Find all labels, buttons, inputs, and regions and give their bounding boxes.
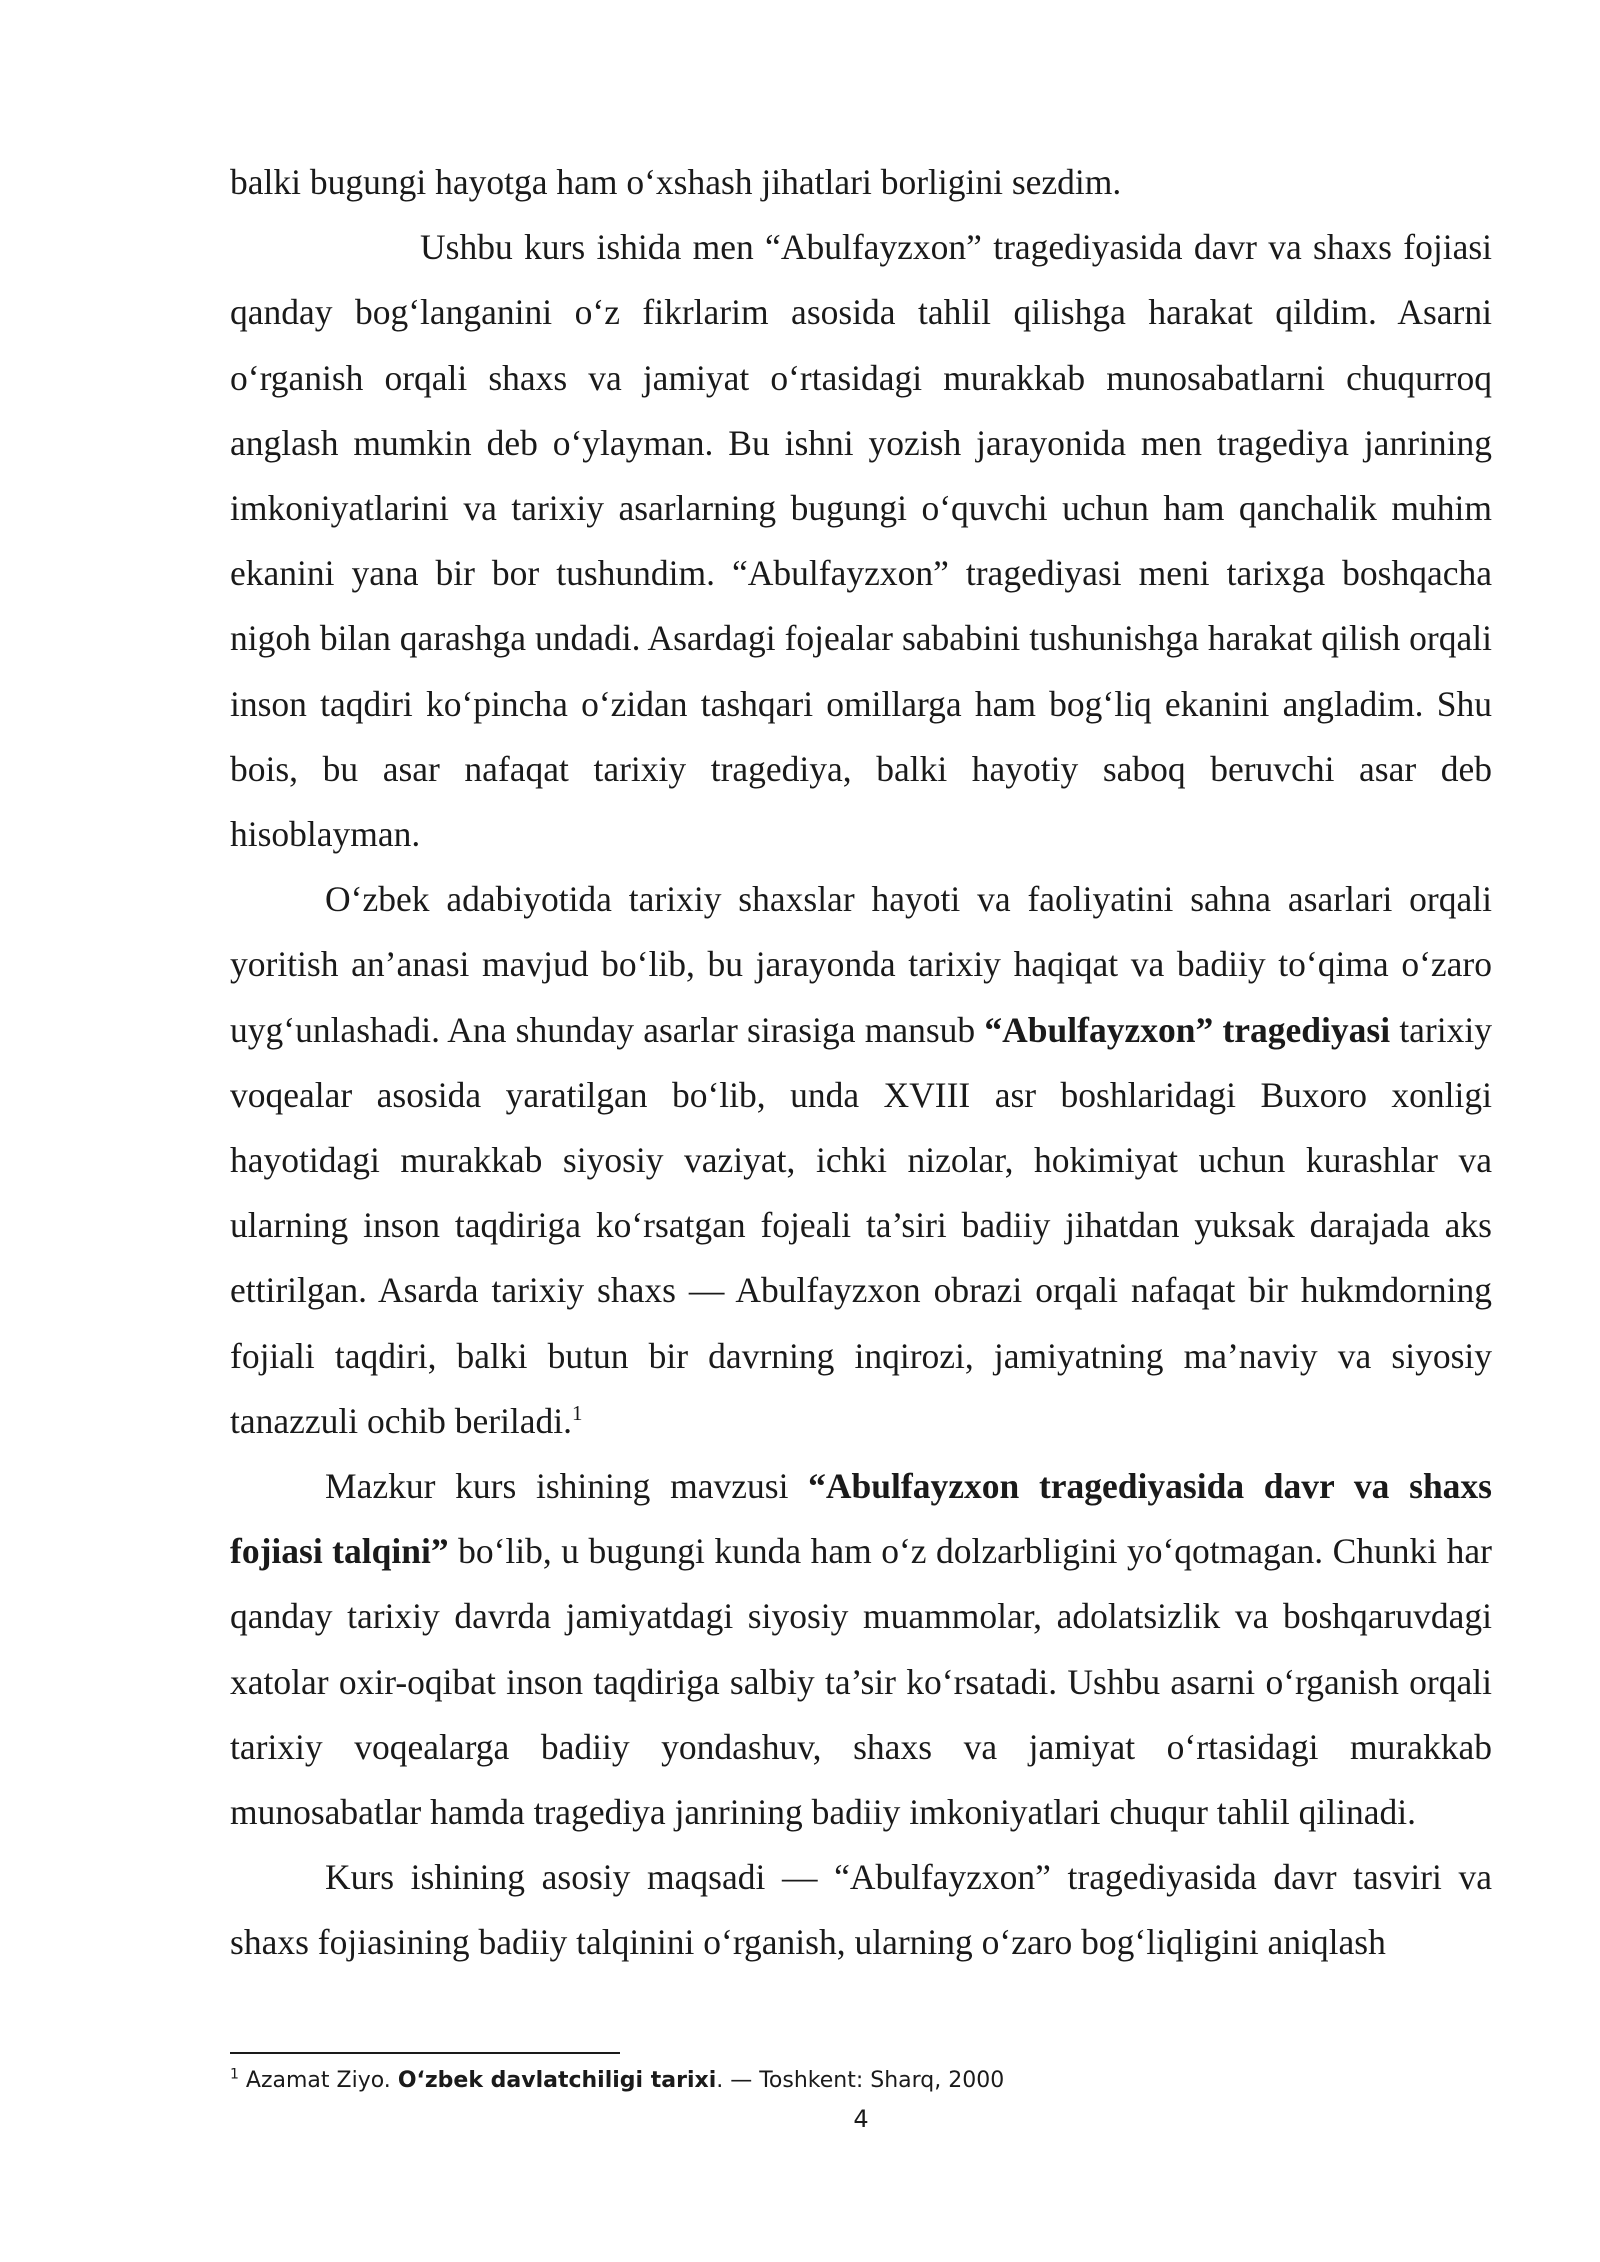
paragraph-topic xyxy=(230,1454,1492,1845)
body-text xyxy=(230,150,1492,1976)
paragraph-text-after: bo‘lib, u bugungi kunda ham o‘z dolzarbligini yo‘qotmagan. Chunki har qanday tarixiy davrda jamiyatdagi siyosiy muammolar, adolatsizlik va boshqaruvdagi xatolar oxir-oqibat inson taqdiriga salbiy ta’sir ko‘rsatadi. Ushbu asarni o‘rganish orqali tarixiy voqealarga badiiy yondashuv, shaxs va jamiyat o‘rtasidagi murakkab munosabatlar hamda tragediya janrining badiiy imkoniyatlari chuqur tahlil qilinadi. xyxy=(230,1531,1492,1833)
footnote-separator xyxy=(230,2052,620,2054)
paragraph-text-after: tarixiy voqealar asosida yaratilgan bo‘lib, unda XVIII asr boshlaridagi Buxoro xonligi hayotidagi murakkab siyosiy vaziyat, ichki nizolar, hokimiyat uchun kurashlar va ularning inson taqdiriga ko‘rsatgan fojeali ta’siri badiiy jihatdan yuksak darajada aks ettirilgan. Asarda tarixiy shaxs — Abulfayzxon obrazi orqali nafaqat bir hukmdorning fojiali taqdiri, balki butun bir davrning inqirozi, jamiyatning ma’naviy va siyosiy tanazzuli ochib beriladi. xyxy=(230,1009,1492,1441)
footnote xyxy=(230,2066,1492,2096)
paragraph-text-before: O‘zbek adabiyotida tarixiy shaxslar hayoti va faoliyatini sahna asarlari orqali yoritish an’anasi mavjud bo‘lib, bu jarayonda tarixiy haqiqat va badiiy to‘qima o‘zaro uyg‘unlashadi. Ana shunday asarlar sirasiga mansub xyxy=(230,879,1492,1050)
paragraph-text-before: Mazkur kurs ishining mavzusi xyxy=(325,1466,809,1507)
footnote-number: 1 xyxy=(230,2066,239,2083)
footnote-title: O‘zbek davlatchiligi tarixi xyxy=(397,2068,717,2093)
paragraph-course-reflection: Ushbu kurs ishida men “Abulfayzxon” tragediyasida davr va shaxs fojiasi qanday bog‘langanini o‘z fikrlarim asosida tahlil qilishga harakat qildim. Asarni o‘rganish orqali shaxs va jamiyat o‘rtasidagi murakkab munosabatlarni chuqurroq anglash mumkin deb o‘ylayman. Bu ishni yozish jarayonida men tragediya janrining imkoniyatlarini va tarixiy asarlarning bugungi o‘quvchi uchun ham qanchalik muhim ekanini yana bir bor tushundim. “Abulfayzxon” tragediyasi meni tarixga boshqacha nigoh bilan qarashga undadi. Asardagi fojealar sababini tushunishga harakat qilish orqali inson taqdiri ko‘pincha o‘zidan tashqari omillarga ham bog‘liq ekanini angladim. Shu bois, bu asar nafaqat tarixiy tragediya, balki hayotiy saboq beruvchi asar deb hisoblayman. xyxy=(230,227,1492,855)
paragraph-main-goal: Kurs ishining asosiy maqsadi — “Abulfayzxon” tragediyasida davr tasviri va shaxs fojiasining badiiy talqinini o‘rganish, ularning o‘zaro bog‘liqligini aniqlash xyxy=(230,1857,1492,1963)
paragraph-uzbek-literature xyxy=(230,867,1492,1454)
footnote-reference[interactable]: 1 xyxy=(572,1401,583,1426)
paragraph-continuation: balki bugungi hayotga ham o‘xshash jihatlari borligini sezdim. xyxy=(230,162,1122,202)
footnote-author: Azamat Ziyo. xyxy=(245,2068,391,2093)
footnote-publication: . — Toshkent: Sharq, 2000 xyxy=(716,2068,1005,2093)
bold-title-abulfayzxon: “Abulfayzxon” tragediyasi xyxy=(984,1009,1391,1050)
bold-topic-title: “Abulfayzxon tragediyasida davr va shaxs fojiasi talqini” xyxy=(230,1466,1492,1572)
page-number: 4 xyxy=(853,2105,869,2133)
